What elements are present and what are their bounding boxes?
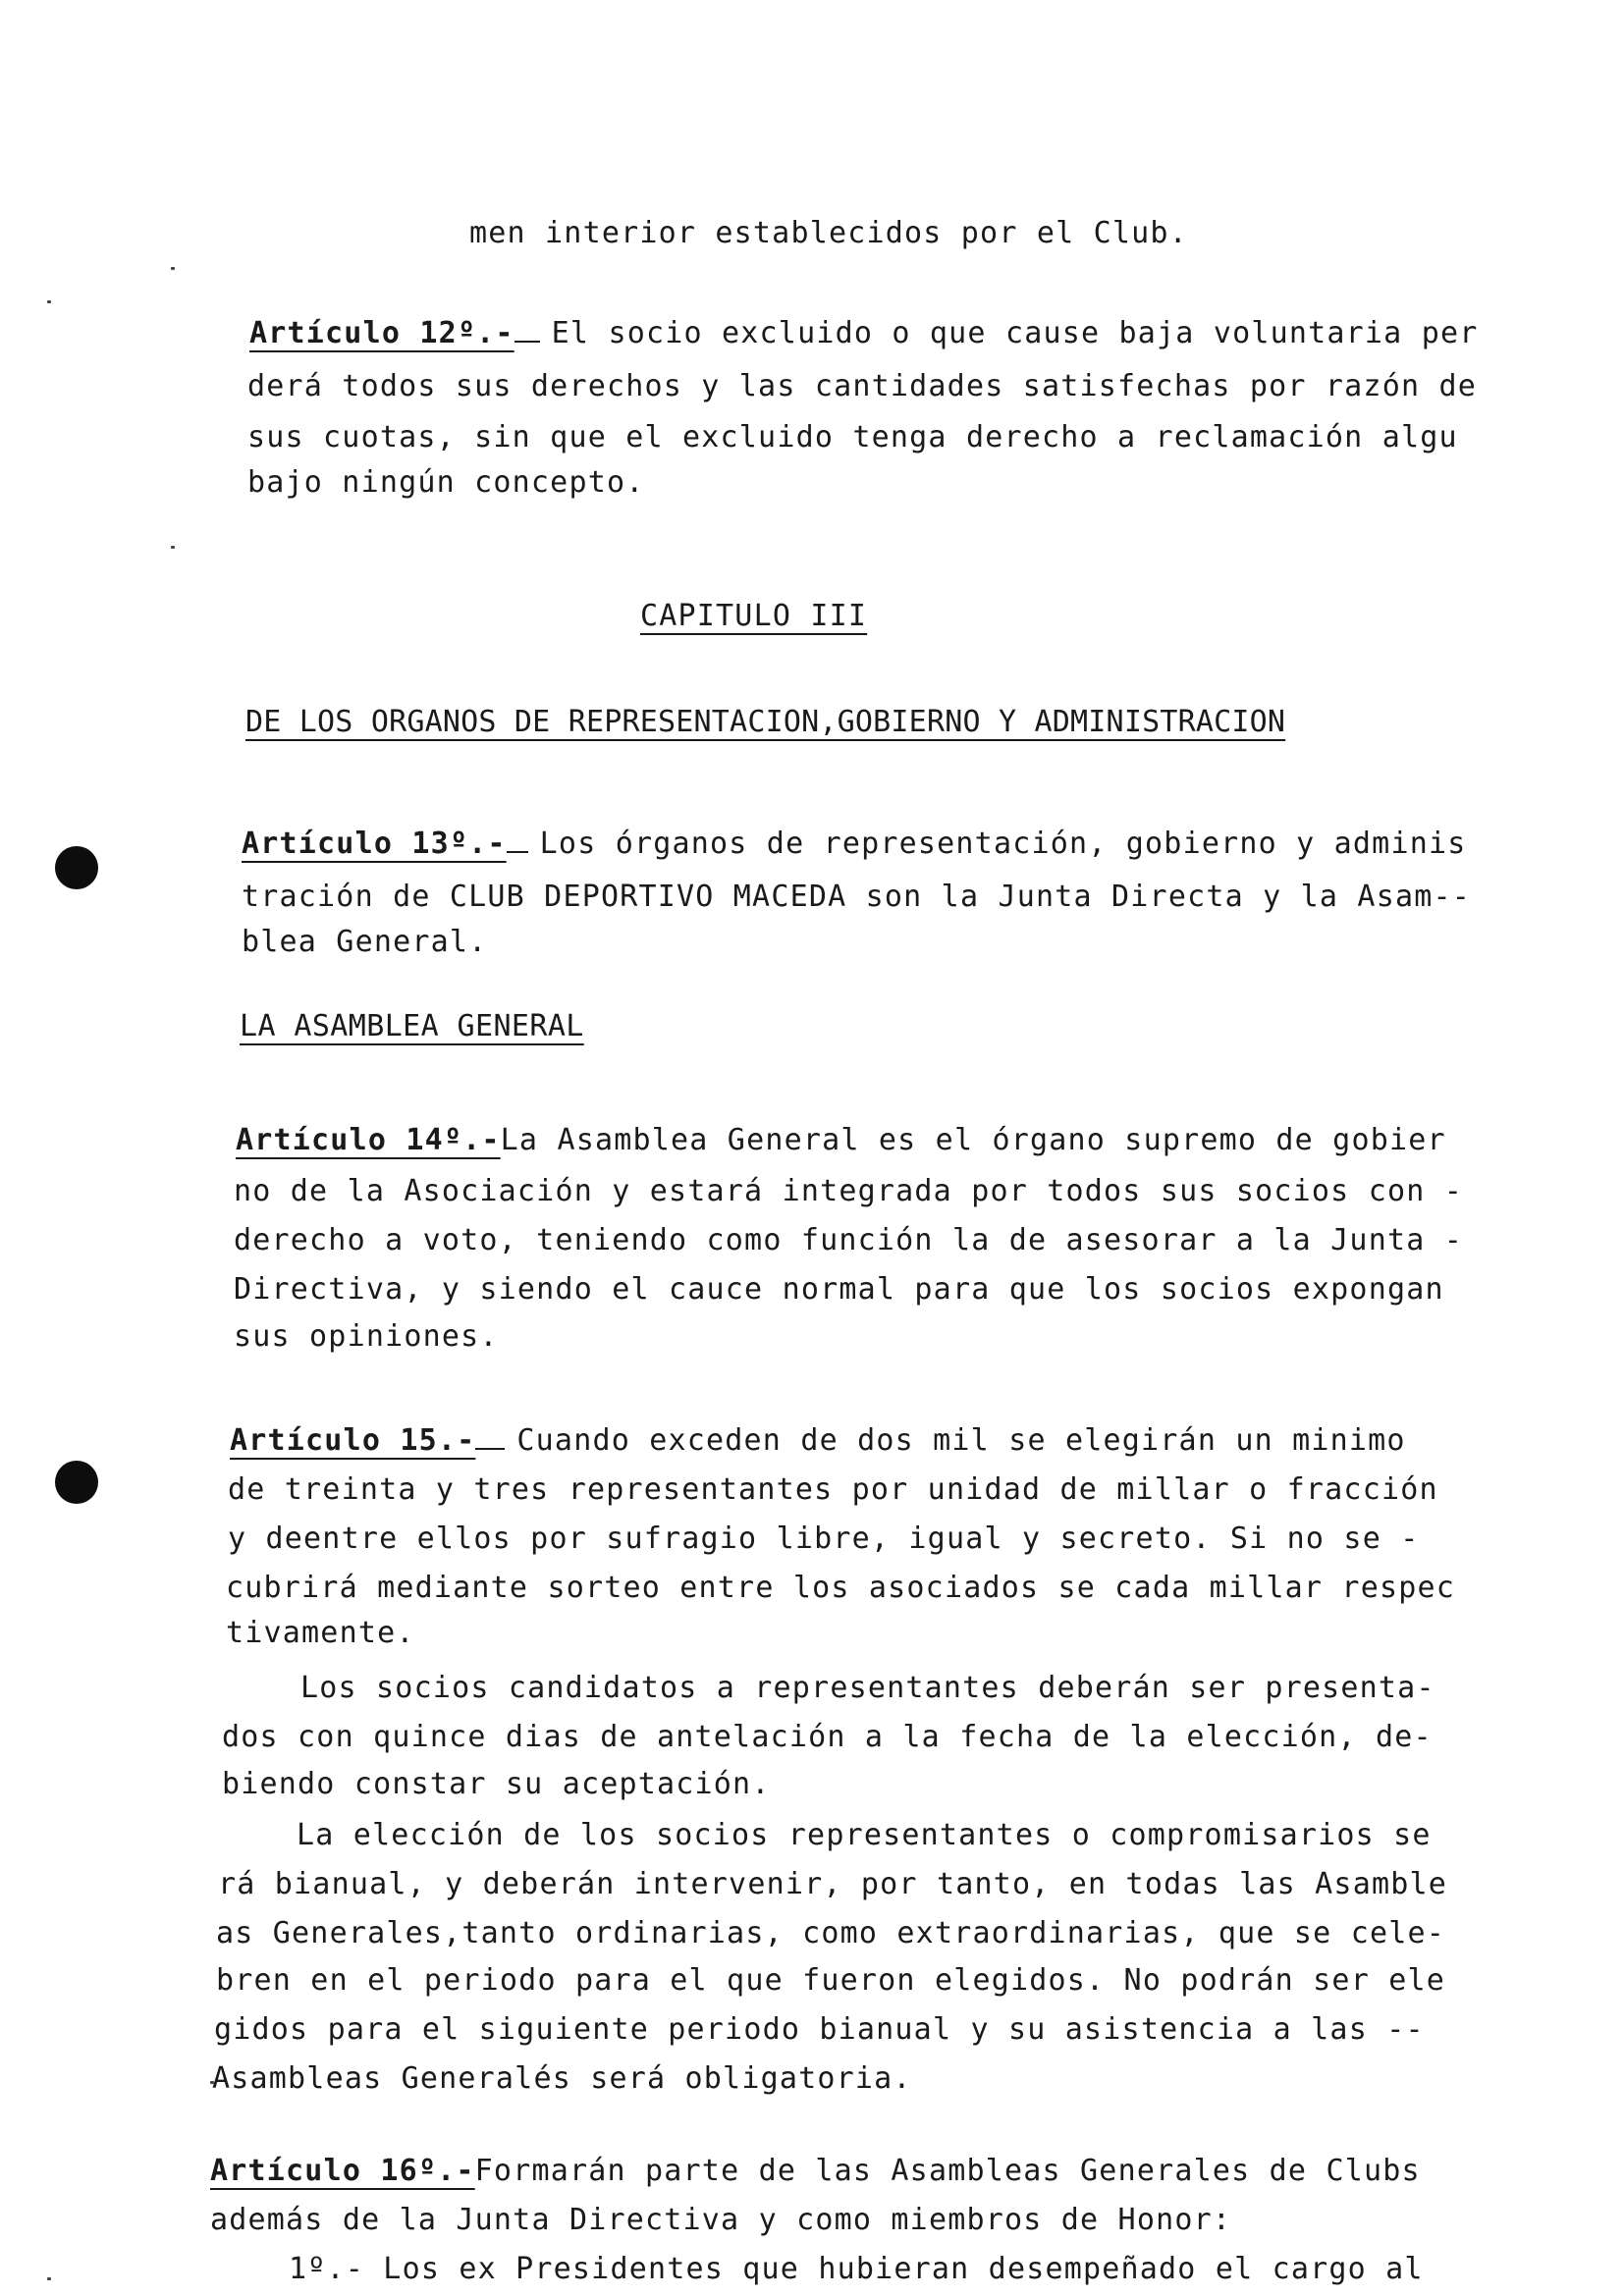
article-13-line-1 [242,827,1467,862]
article-14-line-5: sus opiniones. [234,1319,499,1354]
article-15-line-14: Asambleas Generalés será obligatoria. [212,2061,912,2096]
article-13-line-2: tración de CLUB DEPORTIVO MACEDA son la Junta Directa y la Asam-- [242,880,1471,914]
article-16-line-1 [210,2154,1421,2189]
article-12-line-4: bajo ningún concepto. [247,465,645,500]
article-15-line-5: tivamente. [226,1616,415,1650]
chapter-subtitle: DE LOS ORGANOS DE REPRESENTACION,GOBIERNO Y ADMINISTRACION [245,705,1286,739]
continuation-text: men interior establecidos por el Club. [469,216,1188,250]
article-15-line-6: Los socios candidatos a representantes deberán ser presenta- [300,1671,1435,1705]
margin-speck [171,546,175,549]
article-15-line-2: de treinta y tres representantes por unidad de millar o fracción [228,1472,1438,1507]
article-14-text: La Asamblea General es el órgano supremo de gobier [500,1123,1446,1157]
punch-hole-lower [55,1461,98,1504]
article-15-line-8: biendo constar su aceptación. [222,1767,771,1801]
article-12-text: El socio excluido o que cause baja voluntaria per [551,316,1479,350]
margin-speck [47,2277,51,2280]
punch-hole-upper [55,846,98,889]
article-14-line-2: no de la Asociación y estará integrada por todos sus socios con - [234,1174,1463,1208]
article-12-label: Artículo 12º.- [249,316,514,350]
article-14-line-4: Directiva, y siendo el cauce normal para que los socios expongan [234,1272,1444,1307]
article-15-line-12: bren en el periodo para el que fueron elegidos. No podrán ser ele [216,1963,1445,1998]
article-15-line-10: rá bianual, y deberán intervenir, por tanto, en todas las Asamble [218,1867,1447,1901]
article-15-text: Cuando exceden de dos mil se elegirán un minimo [516,1423,1406,1458]
article-12-line-2: derá todos sus derechos y las cantidades satisfechas por razón de [247,369,1477,403]
margin-speck [171,267,175,270]
article-15-line-3: y deentre ellos por sufragio libre, igual y secreto. Si no se - [228,1522,1420,1556]
article-13-line-3: blea General. [242,925,488,959]
article-12-line-3: sus cuotas, sin que el excluido tenga derecho a reclamación algu [247,420,1458,454]
margin-speck [47,300,51,303]
article-16-label: Artículo 16º.- [210,2154,475,2188]
article-15-line-4: cubrirá mediante sorteo entre los asociados se cada millar respec [226,1571,1455,1605]
article-14-line-3: derecho a voto, teniendo como función la de asesorar a la Junta - [234,1223,1463,1257]
article-16-line-2: además de la Junta Directiva y como miembros de Honor: [210,2203,1232,2237]
article-15-line-1 [230,1423,1406,1459]
article-14-line-1 [236,1123,1446,1158]
article-15-line-7: dos con quince dias de antelación a la fecha de la elección, de- [222,1720,1433,1754]
article-13-text: Los órganos de representación, gobierno y adminis [539,827,1467,861]
article-16-line-3: 1º.- Los ex Presidentes que hubieran desempeñado el cargo al [289,2252,1424,2286]
chapter-title: CAPITULO III [640,599,868,633]
article-14-label: Artículo 14º.- [236,1123,501,1157]
article-13-label: Artículo 13º.- [242,827,507,861]
section-heading-asamblea: LA ASAMBLEA GENERAL [240,1009,584,1043]
article-15-line-11: as Generales,tanto ordinarias, como extraordinarias, que se cele- [216,1916,1445,1950]
article-12-line-1 [249,316,1479,351]
article-15-line-13: gidos para el siguiente periodo bianual y su asistencia a las -- [214,2012,1425,2047]
article-15-line-9: La elección de los socios representantes o compromisarios se [297,1818,1432,1852]
article-15-label: Artículo 15.- [230,1423,476,1458]
article-16-text: Formarán parte de las Asambleas Generales de Clubs [474,2154,1421,2188]
